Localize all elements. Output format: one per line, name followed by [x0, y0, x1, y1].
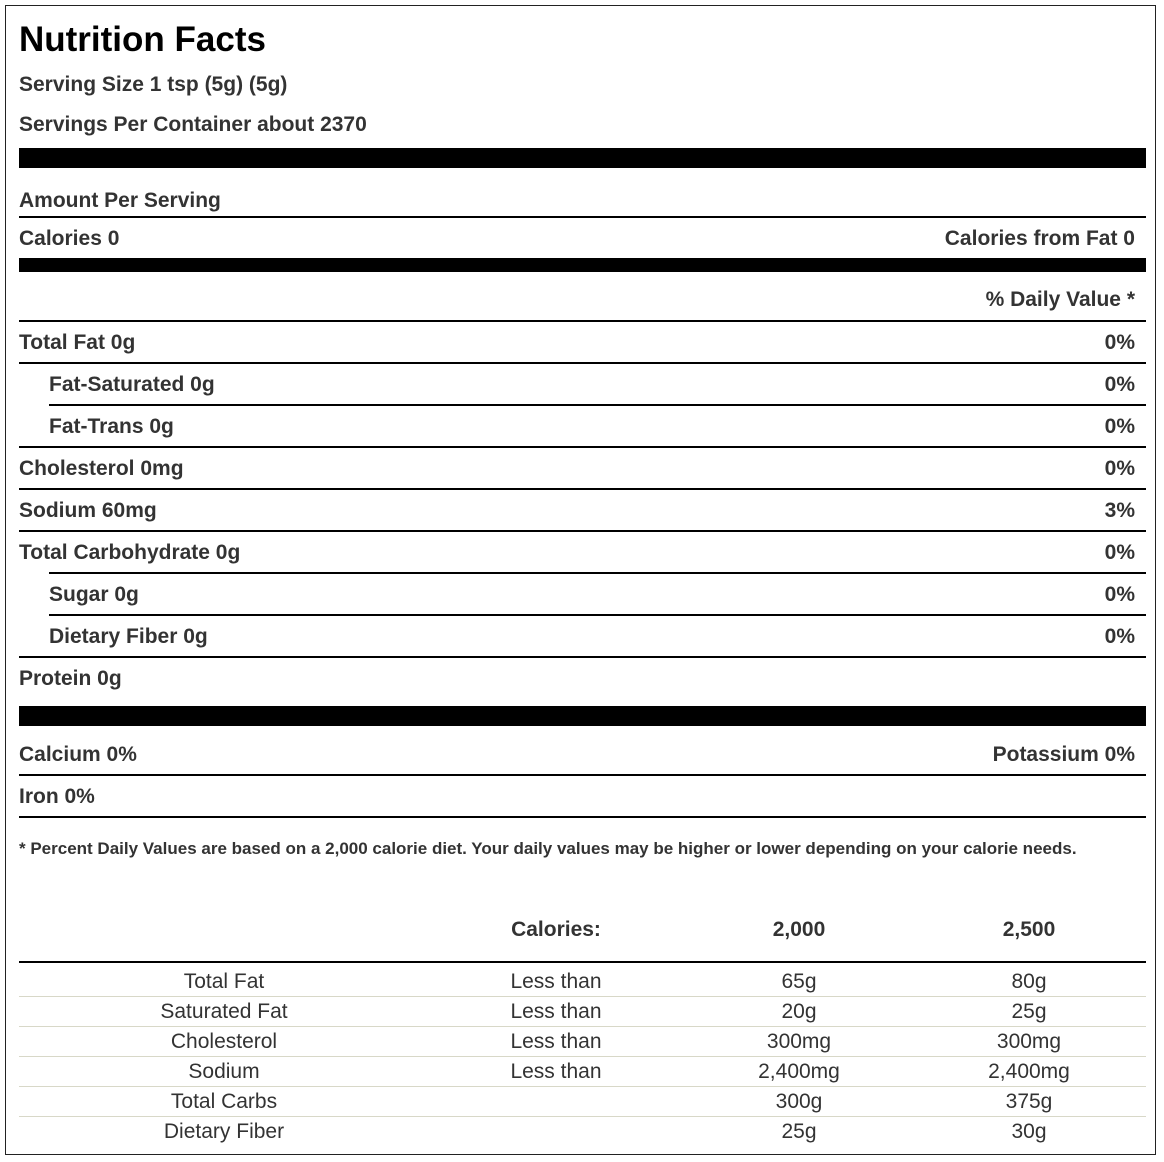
nutrient-label: Fat-Saturated 0g: [49, 373, 215, 396]
nutrient-label: Protein 0g: [19, 667, 122, 690]
nutrient-row: [19, 658, 1146, 700]
thick-divider: [19, 706, 1146, 726]
nutrient-label: Sodium 60mg: [19, 499, 157, 522]
nutrient-label: Total Carbohydrate 0g: [19, 541, 241, 564]
table-row: [19, 997, 1146, 1027]
nutrient-dv: 0%: [1104, 373, 1135, 396]
nutrient-row: [19, 406, 1146, 448]
nutrient-dv: 0%: [1104, 541, 1135, 564]
serving-size: Serving Size 1 tsp (5g) (5g): [19, 73, 288, 96]
table-cell: Less than: [510, 1060, 602, 1083]
mineral-row: [19, 734, 1146, 776]
nutrition-label: [5, 5, 1156, 1155]
nutrient-row: [19, 322, 1146, 364]
table-row: [19, 1057, 1146, 1087]
calories-from-fat: Calories from Fat 0: [944, 227, 1135, 250]
table-row: [19, 1117, 1146, 1147]
nutrient-label: Dietary Fiber 0g: [49, 625, 208, 648]
nutrient-dv: 3%: [1104, 499, 1135, 522]
thick-divider: [19, 148, 1146, 168]
dv-header-cell: 2,000: [772, 918, 826, 941]
daily-value-header: % Daily Value *: [985, 288, 1135, 311]
table-cell: 2,400mg: [988, 1060, 1070, 1083]
table-cell: 300mg: [996, 1030, 1062, 1053]
calories-row: [19, 218, 1146, 260]
nutrient-row: [19, 364, 1146, 406]
amount-per-serving: Amount Per Serving: [19, 189, 221, 212]
dv-header-cell: 2,500: [1002, 918, 1056, 941]
nutrient-label: Sugar 0g: [49, 583, 139, 606]
table-cell: 300g: [775, 1090, 823, 1113]
nutrient-row: [19, 574, 1146, 616]
nutrient-row: [19, 490, 1146, 532]
table-cell: 20g: [781, 1000, 817, 1023]
thick-divider: [19, 258, 1146, 272]
calories-value: Calories 0: [19, 227, 120, 250]
nutrient-row: [19, 532, 1146, 574]
nutrient-label: Fat-Trans 0g: [49, 415, 174, 438]
iron-value: Iron 0%: [19, 785, 95, 808]
nutrient-label: Cholesterol 0mg: [19, 457, 184, 480]
table-cell: Dietary Fiber: [163, 1120, 285, 1143]
dv-table-header: [19, 916, 1146, 962]
servings-per-container: Servings Per Container about 2370: [19, 113, 367, 136]
nutrient-dv: 0%: [1104, 583, 1135, 606]
table-cell: Cholesterol: [170, 1030, 278, 1053]
potassium-value: Potassium 0%: [992, 743, 1135, 766]
mineral-row: [19, 776, 1146, 818]
table-cell: 25g: [781, 1120, 817, 1143]
table-cell: Saturated Fat: [160, 1000, 288, 1023]
table-cell: Sodium: [188, 1060, 260, 1083]
nutrient-dv: 0%: [1104, 331, 1135, 354]
table-cell: 300mg: [766, 1030, 832, 1053]
calcium-value: Calcium 0%: [19, 743, 137, 766]
table-row: [19, 1027, 1146, 1057]
nutrient-dv: 0%: [1104, 457, 1135, 480]
table-cell: 375g: [1005, 1090, 1053, 1113]
nutrient-row: [19, 616, 1146, 658]
nutrient-dv: 0%: [1104, 415, 1135, 438]
table-cell: Total Fat: [183, 970, 265, 993]
divider: [19, 961, 1146, 963]
table-cell: 2,400mg: [758, 1060, 840, 1083]
table-cell: Less than: [510, 970, 602, 993]
table-cell: Less than: [510, 1030, 602, 1053]
dv-header-cell: Calories:: [511, 918, 601, 941]
nutrient-row: [19, 448, 1146, 490]
table-cell: 80g: [1011, 970, 1047, 993]
footnote: * Percent Daily Values are based on a 2,000 calorie diet. Your daily values may be higher or lower depending on your calorie needs.: [19, 839, 1077, 858]
label-title: Nutrition Facts: [19, 20, 266, 59]
table-cell: 65g: [781, 970, 817, 993]
divider: [19, 816, 1146, 818]
table-cell: 30g: [1011, 1120, 1047, 1143]
table-row: [19, 967, 1146, 997]
daily-value-header-row: [19, 279, 1146, 321]
table-cell: 25g: [1011, 1000, 1047, 1023]
table-cell: Less than: [510, 1000, 602, 1023]
table-cell: Total Carbs: [170, 1090, 278, 1113]
nutrient-dv: 0%: [1104, 625, 1135, 648]
nutrient-label: Total Fat 0g: [19, 331, 136, 354]
table-row: [19, 1087, 1146, 1117]
